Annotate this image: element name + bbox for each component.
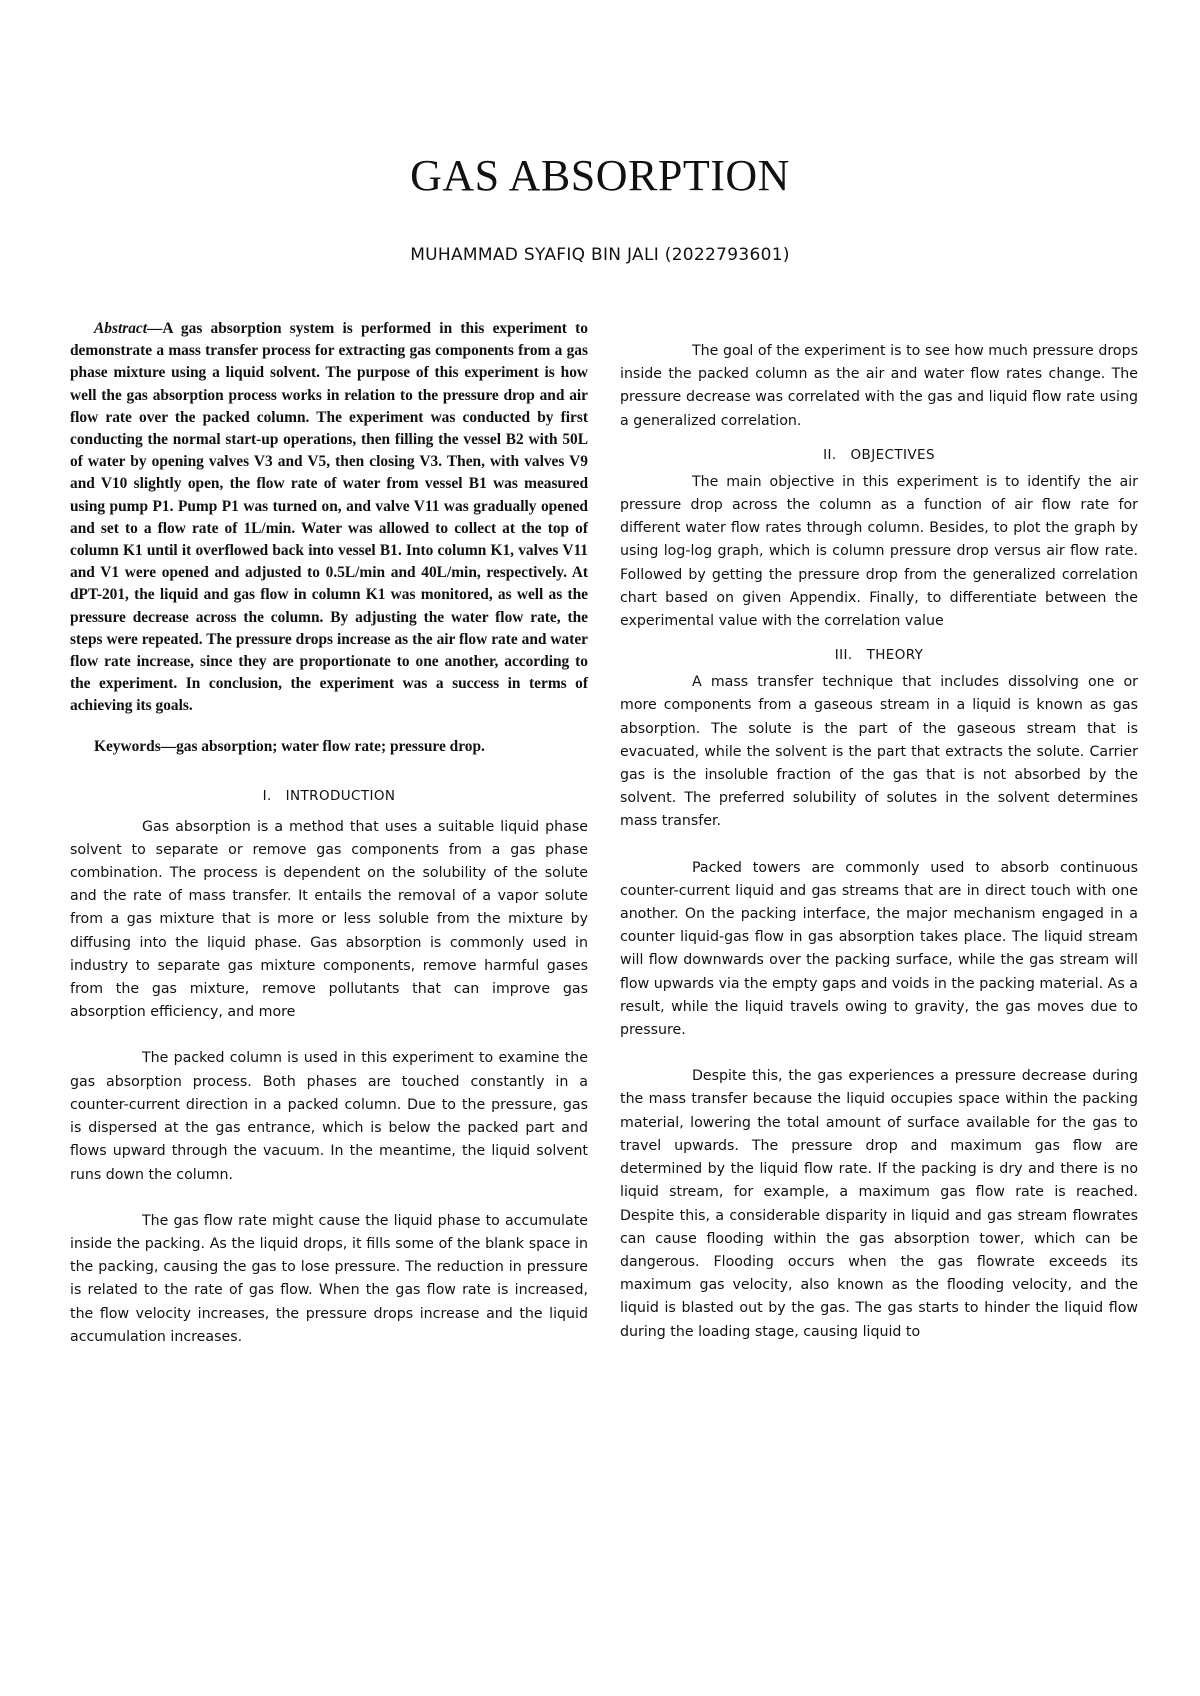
section-title: OBJECTIVES	[850, 446, 935, 463]
theory-paragraph-3: Despite this, the gas experiences a pressure decrease during the mass transfer because the liquid occupies space within the packing material, lowering the total amount of surface available for the gas to travel upwards. The pressure drop and maximum gas flow are determined by the liquid flow rate. If the packing is dry and there is no liquid stream, for example, a maximum gas flow rate is reached. Despite this, a considerable disparity in liquid and gas stream flowrates can cause flooding within the gas absorption tower, which can be dangerous. Flooding occurs when the gas flowrate exceeds its maximum gas velocity, also known as the flooding velocity, and the liquid is blasted out by the gas. The gas starts to hinder the liquid flow during the loading stage, causing liquid to	[620, 1068, 1138, 1340]
section-heading-objectives	[620, 447, 1138, 463]
paper-title: GAS ABSORPTION	[410, 151, 790, 200]
section-heading-theory	[620, 647, 1138, 663]
intro-paragraph-2: The packed column is used in this experiment to examine the gas absorption process. Both phases are touched constantly in a counter-current direction in a packed column. Due to the pressure, gas is dispersed at the gas entrance, which is below the packed part and flows upward through the vacuum. In the meantime, the liquid solvent runs down the column.	[70, 1050, 588, 1183]
author-line: MUHAMMAD SYAFIQ BIN JALI (2022793601)	[410, 245, 790, 265]
intro-paragraph-4: The goal of the experiment is to see how much pressure drops inside the packed column as the air and water flow rates change. The pressure decrease was correlated with the gas and liquid flow rate using a generalized correlation.	[620, 343, 1138, 429]
theory-paragraph-1: A mass transfer technique that includes dissolving one or more components from a gaseous stream in a liquid is known as gas absorption. The solute is the part of the gaseous stream that is evacuated, while the solvent is the part that extracts the solute. Carrier gas is the insoluble fraction of the gas that is not absorbed by the solvent. The preferred solubility of solutes in the solvent determines mass transfer.	[620, 674, 1138, 830]
section-title: THEORY	[866, 647, 924, 664]
abstract	[70, 318, 588, 718]
section-heading-introduction	[70, 788, 588, 804]
section-number: III.	[834, 647, 853, 664]
abstract-dash: —	[147, 320, 163, 337]
keywords: Keywords—gas absorption; water flow rate; pressure drop.	[94, 737, 485, 755]
section-number: I.	[262, 787, 272, 804]
intro-paragraph-3: The gas flow rate might cause the liquid phase to accumulate inside the packing. As the liquid drops, it fills some of the blank space in the packing, causing the gas to lose pressure. The reduction in pressure is related to the rate of gas flow. When the gas flow rate is increased, the flow velocity increases, the pressure drops increase and the liquid accumulation increases.	[70, 1212, 588, 1345]
abstract-label: Abstract	[94, 320, 148, 337]
left-column	[70, 318, 588, 1349]
intro-paragraph-1: Gas absorption is a method that uses a suitable liquid phase solvent to separate or remove gas components from a gas phase combination. The process is dependent on the solubility of the solute and the rate of mass transfer. It entails the removal of a vapor solute from a gas mixture that is more or less soluble from the mixture by diffusing into the liquid phase. Gas absorption is commonly used in industry to separate gas mixture components, remove harmful gases from the gas mixture, remove pollutants that can improve gas absorption efficiency, and more	[70, 818, 588, 1021]
section-number: II.	[823, 446, 837, 463]
abstract-text: A gas absorption system is performed in this experiment to demonstrate a mass transfer process for extracting gas components from a gas phase mixture using a liquid solvent. The purpose of this experiment is how well the gas absorption process works in relation to the pressure drop and air flow rate over the packed column. The experiment was conducted by first conducting the normal start-up operations, then filling the vessel B2 with 50L of water by opening valves V3 and V5, then closing V3. Then, with valves V9 and V10 slightly open, the flow rate of water from vessel B1 was measured using pump P1. Pump P1 was turned on, and valve V11 was gradually opened and set to a flow rate of 1L/min. Water was allowed to collect at the top of column K1 until it overflowed back into vessel B1. Into column K1, valves V11 and V1 were opened and adjusted to 0.5L/min and 40L/min, respectively. At dPT-201, the liquid and gas flow in column K1 was monitored, as well as the pressure decrease across the column. By adjusting the water flow rate, the steps were repeated. The pressure drops increase as the air flow rate and water flow rate increase, since they are proportionate to one another, according to the experiment. In conclusion, the experiment was a success in terms of achieving its goals.	[70, 320, 588, 715]
section-title: INTRODUCTION	[285, 787, 396, 804]
right-column	[620, 340, 1138, 1344]
objectives-paragraph: The main objective in this experiment is to identify the air pressure drop across the column as a function of air flow rate for different water flow rates through column. Besides, to plot the graph by using log-log graph, which is column pressure drop versus air flow rate. Followed by getting the pressure drop from the generalized correlation chart based on given Appendix. Finally, to differentiate between the experimental value with the correlation value	[620, 473, 1138, 630]
theory-paragraph-2: Packed towers are commonly used to absorb continuous counter-current liquid and gas streams that are in direct touch with one another. On the packing interface, the major mechanism engaged in a counter liquid-gas flow in gas absorption takes place. The liquid stream will flow downwards over the packing surface, while the gas stream will flow upwards via the empty gaps and voids in the packing material. As a result, while the liquid travels owing to gravity, the gas moves due to pressure.	[620, 859, 1138, 1039]
